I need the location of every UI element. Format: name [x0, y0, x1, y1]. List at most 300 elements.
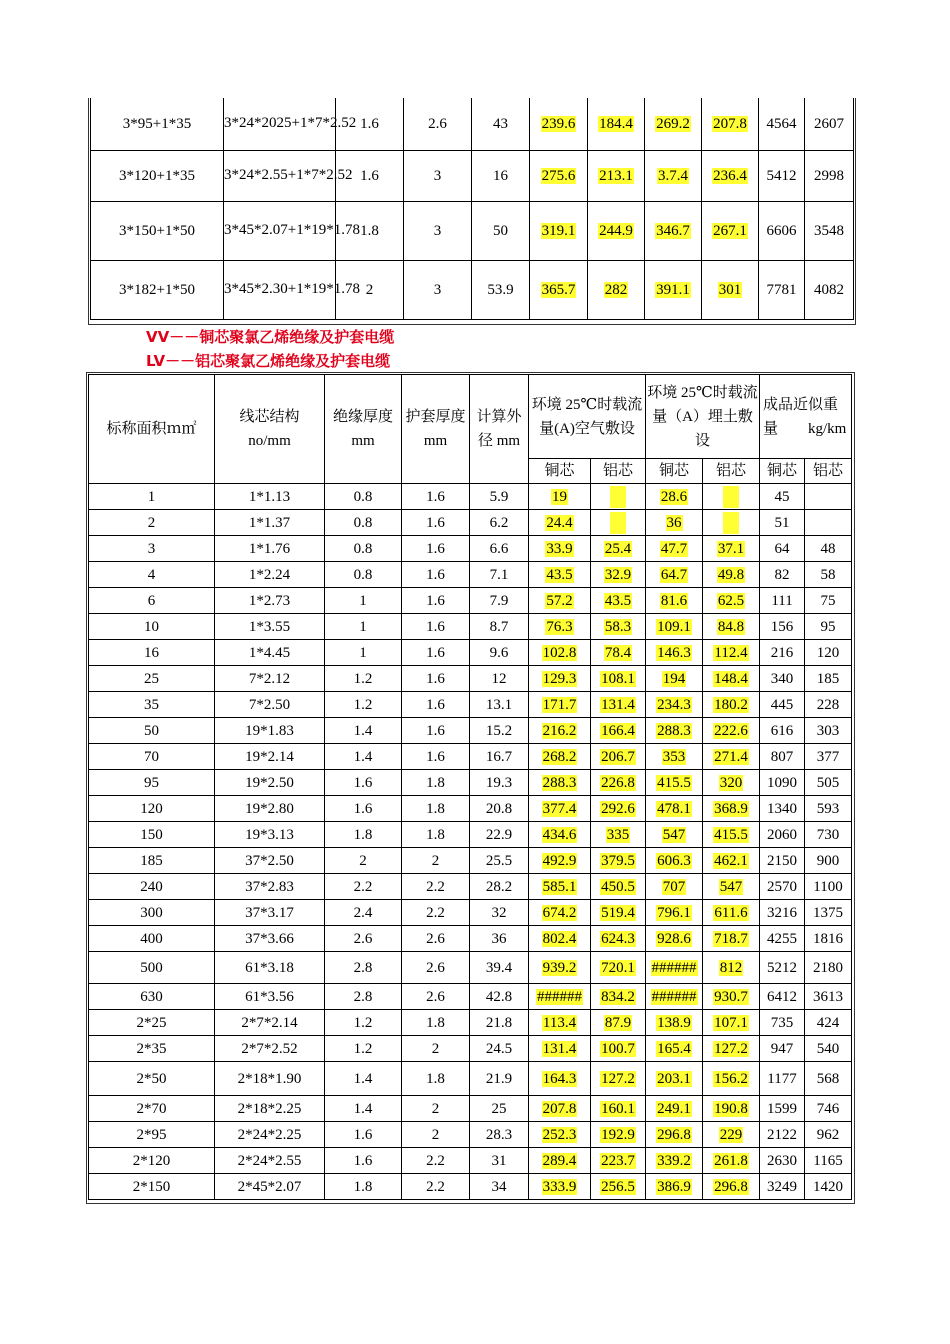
highlighted-value: 222.6: [714, 722, 748, 739]
highlighted-value: 415.5: [714, 826, 748, 843]
highlighted-value: 146.3: [657, 644, 691, 661]
cell-al-air: [591, 822, 646, 848]
highlighted-value: 131.4: [542, 1040, 577, 1057]
cell-w-cu: 616: [760, 718, 805, 744]
cell-w-al: 228: [805, 692, 852, 718]
cell-structure: 61*3.18: [215, 952, 325, 984]
cell-w-al: 3613: [805, 984, 852, 1010]
cell-diameter: 31: [470, 1148, 529, 1174]
cell-sheath: 3: [404, 260, 472, 319]
cell-area: 120: [89, 796, 215, 822]
cell-structure: 3*45*2.30+1*19*1.78: [224, 260, 336, 319]
highlighted-value: 624.3: [601, 930, 635, 947]
subheader-copper-weight: 铜芯: [760, 459, 805, 484]
cell-w-cu: 64: [760, 536, 805, 562]
cell-al-soil: [703, 640, 760, 666]
cell-al-soil: [703, 900, 760, 926]
cell-w-al: 95: [805, 614, 852, 640]
highlighted-value: 62.5: [717, 592, 745, 609]
cell-cu-air: [529, 536, 591, 562]
cell-structure: 2*7*2.14: [215, 1010, 325, 1036]
cell-insulation: 0.8: [325, 484, 402, 510]
cell-w-cu: 111: [760, 588, 805, 614]
highlighted-value: 346.7: [656, 222, 690, 239]
cell-cu-air: [529, 770, 591, 796]
highlighted-value: 190.8: [714, 1100, 748, 1117]
cell-cu-soil: [646, 770, 703, 796]
cell-w-al: 1165: [805, 1148, 852, 1174]
highlighted-value: 239.6: [541, 115, 576, 132]
highlighted-value: 64.7: [660, 566, 688, 583]
cell-w-al: 900: [805, 848, 852, 874]
cell-diameter: 7.9: [470, 588, 529, 614]
header-air-current: 环境 25℃时载流量(A)空气敷设: [529, 375, 646, 459]
cell-al-soil: [702, 201, 759, 260]
table-row: [89, 926, 852, 952]
continued-cable-table: [90, 98, 854, 320]
cell-cu-air: [529, 744, 591, 770]
cell-sheath: 2.6: [402, 926, 470, 952]
cell-al-air: [591, 1036, 646, 1062]
cell-diameter: 13.1: [470, 692, 529, 718]
cell-diameter: 42.8: [470, 984, 529, 1010]
header-sheath: 护套厚度 mm: [402, 375, 470, 484]
cell-structure: 37*2.83: [215, 874, 325, 900]
cell-diameter: 34: [470, 1174, 529, 1200]
cell-insulation: 1.4: [325, 718, 402, 744]
table-row: [89, 640, 852, 666]
cell-sheath: 2: [402, 1122, 470, 1148]
cell-structure: 61*3.56: [215, 984, 325, 1010]
cell-area: 2: [89, 510, 215, 536]
cell-w-cu: 216: [760, 640, 805, 666]
cell-w-cu: 2060: [760, 822, 805, 848]
subheader-aluminum-weight: 铝芯: [805, 459, 852, 484]
cell-al-air: [591, 900, 646, 926]
cell-w-al: 1816: [805, 926, 852, 952]
cell-w-al: 2180: [805, 952, 852, 984]
highlighted-value: 25.4: [604, 540, 632, 557]
highlighted-value: 87.9: [604, 1014, 632, 1031]
cell-al-soil: [703, 1096, 760, 1122]
cell-sheath: 1.6: [402, 692, 470, 718]
cell-w-cu: 4255: [760, 926, 805, 952]
cell-al-air: [591, 874, 646, 900]
cell-area: 10: [89, 614, 215, 640]
highlighted-value: ######: [651, 988, 697, 1005]
highlighted-value: 180.2: [714, 696, 748, 713]
cell-sheath: 2.6: [402, 952, 470, 984]
table-row: [89, 484, 852, 510]
header-weight: 成品近似重量 kg/km: [760, 375, 852, 459]
highlighted-value: 207.8: [542, 1100, 577, 1117]
cell-insulation: 2: [325, 848, 402, 874]
cell-diameter: 5.9: [470, 484, 529, 510]
cell-structure: 2*7*2.52: [215, 1036, 325, 1062]
cell-cu-soil: [646, 692, 703, 718]
cell-al-air: [591, 848, 646, 874]
cell-al-soil: [703, 1122, 760, 1148]
table-row: [89, 770, 852, 796]
cell-cu-air: [529, 874, 591, 900]
cell-al-soil: [703, 848, 760, 874]
highlighted-value: 156.2: [714, 1070, 748, 1087]
cell-cu-air: [529, 984, 591, 1010]
highlighted-value: 319.1: [541, 222, 576, 239]
highlighted-value: 268.2: [542, 748, 577, 765]
cell-al-soil: [703, 562, 760, 588]
cell-w-cu: 6412: [760, 984, 805, 1010]
subheader-aluminum-soil: 铝芯: [703, 459, 760, 484]
subheader-copper-soil: 铜芯: [646, 459, 703, 484]
highlighted-value: 234.3: [657, 696, 691, 713]
cell-al-air: [591, 1062, 646, 1096]
table-row: [91, 201, 854, 260]
cell-area: 630: [89, 984, 215, 1010]
cell-insulation: 2: [336, 260, 404, 319]
highlighted-value: 160.1: [601, 1100, 635, 1117]
cell-sheath: 1.6: [402, 744, 470, 770]
cell-w-al: 185: [805, 666, 852, 692]
cell-cu-soil: [646, 848, 703, 874]
cell-w-al: 540: [805, 1036, 852, 1062]
highlighted-value: 102.8: [542, 644, 577, 661]
cell-area: 35: [89, 692, 215, 718]
cell-al-air: [591, 718, 646, 744]
cell-cu-soil: [646, 1010, 703, 1036]
highlighted-value: 261.8: [714, 1152, 748, 1169]
header-insulation: 绝缘厚度 mm: [325, 375, 402, 484]
highlighted-value: ######: [651, 959, 697, 976]
cell-area: 400: [89, 926, 215, 952]
cell-insulation: 0.8: [325, 562, 402, 588]
cell-w-cu: 3249: [760, 1174, 805, 1200]
cell-area: 3*95+1*35: [91, 98, 224, 150]
highlighted-value: 335: [606, 826, 630, 843]
cell-w-al: 48: [805, 536, 852, 562]
cell-area: 3: [89, 536, 215, 562]
table-header-row: [89, 375, 852, 459]
highlighted-value: 434.6: [542, 826, 577, 843]
cell-al-soil: [703, 666, 760, 692]
highlighted-value: 108.1: [601, 670, 635, 687]
highlighted-value: 129.3: [542, 670, 577, 687]
cell-area: 50: [89, 718, 215, 744]
cell-al-soil: [703, 1062, 760, 1096]
table-row: [89, 1174, 852, 1200]
cell-diameter: 32: [470, 900, 529, 926]
cell-sheath: 2.6: [402, 984, 470, 1010]
highlighted-value: 216.2: [542, 722, 577, 739]
cell-diameter: 50: [472, 201, 530, 260]
highlighted-value: 292.6: [601, 800, 635, 817]
cell-diameter: 7.1: [470, 562, 529, 588]
cell-structure: 19*1.83: [215, 718, 325, 744]
cell-structure: 19*2.14: [215, 744, 325, 770]
cell-cu-soil: [646, 562, 703, 588]
cell-structure: 19*2.80: [215, 796, 325, 822]
highlighted-value: 113.4: [542, 1014, 577, 1031]
cell-diameter: 25.5: [470, 848, 529, 874]
cell-cu-soil: [646, 484, 703, 510]
cell-structure: 2*18*1.90: [215, 1062, 325, 1096]
table-row: [89, 510, 852, 536]
highlighted-value: 229: [719, 1126, 743, 1143]
table-row: [89, 692, 852, 718]
cell-insulation: 0.8: [325, 536, 402, 562]
cell-insulation: 0.8: [325, 510, 402, 536]
cell-w-cu: 1090: [760, 770, 805, 796]
table-row: [91, 98, 854, 150]
cell-w-cu: 45: [760, 484, 805, 510]
highlighted-value: 84.8: [717, 618, 745, 635]
cell-al-soil: [703, 614, 760, 640]
cell-insulation: 2.2: [325, 874, 402, 900]
cell-cu-soil: [646, 926, 703, 952]
cell-al-air: [591, 692, 646, 718]
cell-cu-soil: [646, 874, 703, 900]
highlighted-value: 171.7: [542, 696, 577, 713]
cell-al-soil: [703, 692, 760, 718]
highlighted-value: 37.1: [717, 540, 745, 557]
cell-cu-soil: [646, 984, 703, 1010]
cell-diameter: 28.3: [470, 1122, 529, 1148]
cell-al-air: [591, 536, 646, 562]
cell-cu-soil: [646, 510, 703, 536]
cell-sheath: 3: [404, 150, 472, 201]
cell-structure: 2*24*2.25: [215, 1122, 325, 1148]
highlighted-value: 107.1: [714, 1014, 748, 1031]
cell-al-soil: [703, 822, 760, 848]
cell-area: 300: [89, 900, 215, 926]
cell-w-cu: 1599: [760, 1096, 805, 1122]
highlighted-value: 296.8: [714, 1178, 748, 1195]
cell-insulation: 1.4: [325, 744, 402, 770]
highlighted-value: 166.4: [601, 722, 635, 739]
cell-insulation: 1.4: [325, 1062, 402, 1096]
highlighted-value: 802.4: [542, 930, 577, 947]
table-row: [89, 1036, 852, 1062]
vv-cable-heading: VV－－铜芯聚氯乙烯绝缘及护套电缆: [146, 328, 395, 346]
cell-cu-soil: [646, 1036, 703, 1062]
cell-al-air: [591, 562, 646, 588]
cell-insulation: 1.2: [325, 1010, 402, 1036]
cell-diameter: 24.5: [470, 1036, 529, 1062]
cell-diameter: 9.6: [470, 640, 529, 666]
highlighted-value: 391.1: [656, 281, 690, 298]
highlighted-value: 32.9: [604, 566, 632, 583]
cell-w-al: 962: [805, 1122, 852, 1148]
cell-cu-air: [530, 260, 588, 319]
empty-highlight: [610, 512, 626, 534]
cell-w-al: 120: [805, 640, 852, 666]
highlighted-value: 100.7: [601, 1040, 635, 1057]
cell-diameter: 21.9: [470, 1062, 529, 1096]
highlighted-value: 519.4: [601, 904, 635, 921]
table-row: [89, 1148, 852, 1174]
highlighted-value: 269.2: [656, 115, 690, 132]
highlighted-value: 127.2: [714, 1040, 748, 1057]
cell-w-al: 505: [805, 770, 852, 796]
highlighted-value: 236.4: [713, 167, 747, 184]
cell-w-al: 1375: [805, 900, 852, 926]
highlighted-value: 24.4: [546, 514, 573, 531]
highlighted-value: 611.6: [714, 904, 748, 921]
highlighted-value: 320: [719, 774, 743, 791]
cell-insulation: 1.2: [325, 666, 402, 692]
cell-diameter: 12: [470, 666, 529, 692]
cell-al-air: [591, 640, 646, 666]
cell-sheath: 1.6: [402, 510, 470, 536]
cell-al-soil: [703, 874, 760, 900]
cell-w-al: 4082: [805, 260, 854, 319]
cell-al-air: [591, 744, 646, 770]
highlighted-value: 720.1: [601, 959, 635, 976]
highlighted-value: 386.9: [657, 1178, 691, 1195]
cell-cu-soil: [646, 1122, 703, 1148]
cell-al-air: [591, 484, 646, 510]
cell-area: 95: [89, 770, 215, 796]
highlighted-value: 36: [666, 514, 682, 531]
cell-diameter: 36: [470, 926, 529, 952]
cell-sheath: 1.8: [402, 1062, 470, 1096]
highlighted-value: 58.3: [604, 618, 632, 635]
cell-al-soil: [703, 1036, 760, 1062]
cell-cu-soil: [646, 822, 703, 848]
highlighted-value: 28.6: [660, 488, 688, 505]
highlighted-value: 252.3: [542, 1126, 577, 1143]
table-row: [89, 1010, 852, 1036]
cell-sheath: 1.6: [402, 718, 470, 744]
cell-w-cu: 3216: [760, 900, 805, 926]
cell-cu-soil: [646, 1062, 703, 1096]
highlighted-value: 127.2: [601, 1070, 635, 1087]
cell-cu-soil: [646, 900, 703, 926]
highlighted-value: 339.2: [657, 1152, 691, 1169]
cell-structure: 3*24*2.55+1*7*2.52: [224, 150, 336, 201]
cell-diameter: 16.7: [470, 744, 529, 770]
cell-al-air: [591, 1096, 646, 1122]
highlighted-value: 547: [719, 878, 743, 895]
cell-area: 3*150+1*50: [91, 201, 224, 260]
cell-w-cu: 340: [760, 666, 805, 692]
table-row: [89, 1062, 852, 1096]
highlighted-value: 834.2: [601, 988, 635, 1005]
highlighted-value: ######: [537, 988, 582, 1005]
lv-cable-heading: LV－－铝芯聚氯乙烯绝缘及护套电缆: [146, 352, 391, 370]
cell-cu-soil: [645, 98, 702, 150]
highlighted-value: 194: [662, 670, 686, 687]
cell-insulation: 1.2: [325, 1036, 402, 1062]
highlighted-value: 812: [719, 959, 743, 976]
highlighted-value: 148.4: [714, 670, 748, 687]
cell-al-soil: [703, 1010, 760, 1036]
cell-sheath: 2.2: [402, 900, 470, 926]
cell-cu-air: [529, 822, 591, 848]
cell-sheath: 1.6: [402, 640, 470, 666]
cell-w-al: 2607: [805, 98, 854, 150]
highlighted-value: 939.2: [542, 959, 577, 976]
cell-structure: 2*45*2.07: [215, 1174, 325, 1200]
cell-al-soil: [702, 150, 759, 201]
cell-w-cu: 51: [760, 510, 805, 536]
highlighted-value: 282: [604, 281, 628, 298]
cell-structure: 19*3.13: [215, 822, 325, 848]
cell-al-soil: [703, 770, 760, 796]
highlighted-value: 275.6: [541, 167, 576, 184]
cell-structure: 2*18*2.25: [215, 1096, 325, 1122]
cell-cu-soil: [646, 1096, 703, 1122]
cell-al-soil: [703, 536, 760, 562]
highlighted-value: 33.9: [546, 540, 573, 557]
highlighted-value: 131.4: [601, 696, 635, 713]
highlighted-value: 76.3: [546, 618, 573, 635]
cell-structure: 7*2.50: [215, 692, 325, 718]
cell-cu-soil: [646, 536, 703, 562]
cell-structure: 3*45*2.07+1*19*1.78: [224, 201, 336, 260]
table-row: [89, 848, 852, 874]
header-structure: 线芯结构 no/mm: [215, 375, 325, 484]
highlighted-value: 138.9: [657, 1014, 691, 1031]
cell-structure: 1*2.73: [215, 588, 325, 614]
highlighted-value: 450.5: [601, 878, 635, 895]
highlighted-value: 353: [662, 748, 686, 765]
highlighted-value: 165.4: [657, 1040, 691, 1057]
cell-al-air: [591, 770, 646, 796]
cell-al-air: [591, 588, 646, 614]
table-row: [89, 588, 852, 614]
empty-highlight: [723, 512, 739, 534]
cell-w-cu: 1340: [760, 796, 805, 822]
cell-cu-air: [529, 614, 591, 640]
cell-al-air: [591, 796, 646, 822]
highlighted-value: 585.1: [542, 878, 577, 895]
cell-w-cu: 82: [760, 562, 805, 588]
cell-area: 2*150: [89, 1174, 215, 1200]
cell-cu-air: [529, 510, 591, 536]
cell-cu-air: [529, 640, 591, 666]
cell-cu-air: [529, 1036, 591, 1062]
cell-area: 150: [89, 822, 215, 848]
highlighted-value: 478.1: [657, 800, 691, 817]
highlighted-value: 289.4: [542, 1152, 577, 1169]
highlighted-value: 288.3: [657, 722, 691, 739]
highlighted-value: 333.9: [542, 1178, 577, 1195]
cell-structure: 1*4.45: [215, 640, 325, 666]
cell-diameter: 53.9: [472, 260, 530, 319]
cell-insulation: 1: [325, 588, 402, 614]
cell-al-soil: [703, 718, 760, 744]
highlighted-value: 43.5: [546, 566, 573, 583]
cell-sheath: 1.8: [402, 770, 470, 796]
cell-sheath: 1.8: [402, 1010, 470, 1036]
cell-cu-soil: [646, 796, 703, 822]
cell-w-al: 568: [805, 1062, 852, 1096]
cell-structure: 37*2.50: [215, 848, 325, 874]
cell-cu-air: [529, 796, 591, 822]
cell-sheath: 2.2: [402, 1174, 470, 1200]
cell-al-air: [591, 984, 646, 1010]
cell-w-cu: 445: [760, 692, 805, 718]
highlighted-value: 184.4: [599, 115, 633, 132]
cell-structure: 3*24*2025+1*7*2.52: [224, 98, 336, 150]
cell-al-air: [591, 614, 646, 640]
cell-al-soil: [703, 796, 760, 822]
table-row: [89, 874, 852, 900]
cell-insulation: 1.8: [325, 1174, 402, 1200]
highlighted-value: 203.1: [657, 1070, 691, 1087]
cell-al-air: [591, 1148, 646, 1174]
